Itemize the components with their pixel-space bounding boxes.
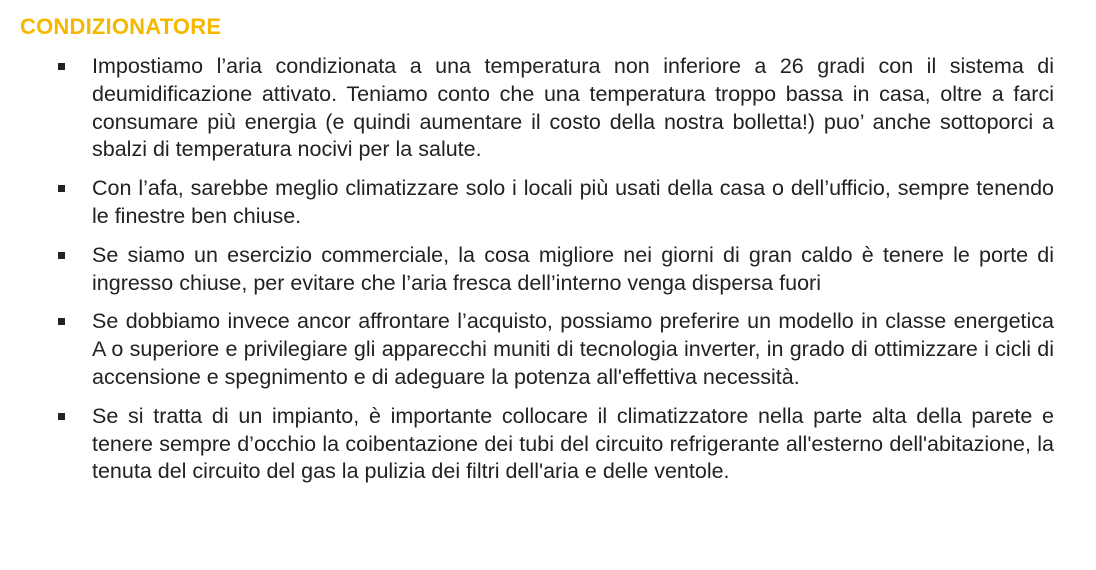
- list-item-text: Con l’afa, sarebbe meglio climatizzare solo i locali più usati della casa o dell’ufficio, sempre tenendo le finestre ben chiuse.: [92, 176, 1054, 228]
- list-item: [56, 242, 1054, 298]
- square-bullet-icon: [58, 413, 65, 420]
- square-bullet-icon: [58, 318, 65, 325]
- list-item: [56, 53, 1054, 164]
- square-bullet-icon: [58, 63, 65, 70]
- list-item-text: Se si tratta di un impianto, è importante collocare il climatizzatore nella parte alta della parete e tenere sempre d’occhio la coibentazione dei tubi del circuito refrigerante all'esterno dell'abitazione, la tenuta del circuito del gas la pulizia dei filtri dell'aria e delle ventole.: [92, 403, 1054, 484]
- list-item: [56, 403, 1054, 486]
- tips-list: [56, 53, 1054, 497]
- square-bullet-icon: [58, 252, 65, 259]
- list-item-text: Se dobbiamo invece ancor affrontare l’acquisto, possiamo preferire un modello in classe energetica A o superiore e privilegiare gli apparecchi muniti di tecnologia inverter, in grado di ottimizzare i cicli di accensione e spegnimento e di adeguare la potenza all'effettiva necessità.: [92, 309, 1054, 389]
- list-item: [56, 308, 1054, 391]
- page-title: CONDIZIONATORE: [20, 14, 222, 39]
- list-item: [56, 175, 1054, 231]
- square-bullet-icon: [58, 185, 65, 192]
- list-item-text: Se siamo un esercizio commerciale, la cosa migliore nei giorni di gran caldo è tenere le porte di ingresso chiuse, per evitare che l’aria fresca dell’interno venga dispersa fuori: [92, 242, 1054, 295]
- list-item-text: Impostiamo l’aria condizionata a una temperatura non inferiore a 26 gradi con il sistema di deumidificazione attivato. Teniamo conto che una temperatura troppo bassa in casa, oltre a farci consumare più energia (e quindi aumentare il costo della nostra bolletta!) puo’ anche sottoporci a sbalzi di temperatura nocivi per la salute.: [92, 54, 1054, 162]
